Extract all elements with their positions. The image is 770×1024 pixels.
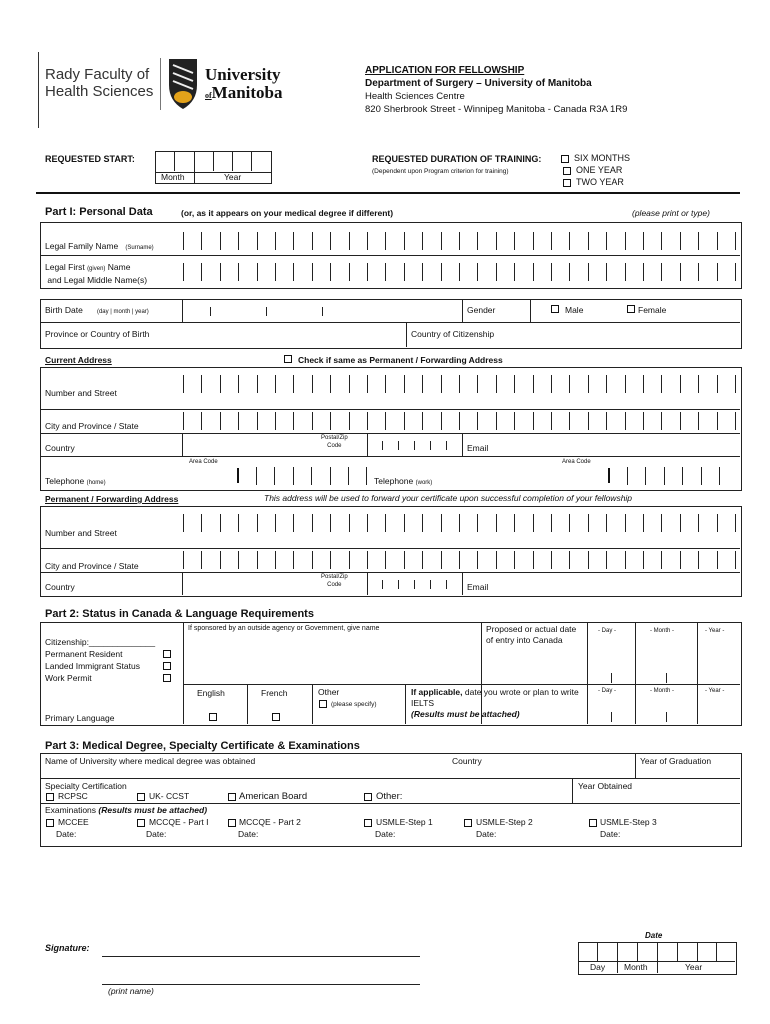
other-cert-checkbox[interactable] bbox=[364, 793, 372, 801]
letter-cell-divider bbox=[588, 551, 589, 569]
letter-cell-divider bbox=[367, 375, 368, 393]
letter-cell-divider bbox=[625, 412, 626, 430]
letter-cell-divider bbox=[588, 232, 589, 250]
logo-divider bbox=[160, 58, 161, 110]
letter-cell-divider bbox=[680, 514, 681, 532]
letter-cell-divider bbox=[698, 263, 699, 281]
requested-start-label: REQUESTED START: bbox=[45, 154, 135, 164]
female-checkbox[interactable] bbox=[627, 305, 635, 313]
letter-cell-divider bbox=[606, 412, 607, 430]
letter-cell-divider bbox=[680, 232, 681, 250]
french-checkbox[interactable] bbox=[272, 713, 280, 721]
letter-cell-divider bbox=[643, 514, 644, 532]
ielts-note: If applicable, date you wrote or plan to write IELTS (Results must be attached) bbox=[411, 687, 579, 719]
letter-cell-divider bbox=[367, 412, 368, 430]
faculty-logo-text: Rady Faculty of Health Sciences bbox=[45, 66, 154, 100]
letter-cell-divider bbox=[717, 232, 718, 250]
letter-cell-divider bbox=[459, 551, 460, 569]
letter-cell-divider bbox=[367, 514, 368, 532]
letter-cell-divider bbox=[220, 412, 221, 430]
letter-cell-divider bbox=[569, 375, 570, 393]
letter-cell-divider bbox=[682, 467, 683, 485]
letter-cell-divider bbox=[330, 263, 331, 281]
letter-cell-divider bbox=[404, 412, 405, 430]
letter-cell-divider bbox=[643, 412, 644, 430]
letter-cell-divider bbox=[533, 375, 534, 393]
letter-cell-divider bbox=[312, 263, 313, 281]
letter-cell-divider bbox=[625, 375, 626, 393]
letter-cell-divider bbox=[661, 412, 662, 430]
letter-cell-divider bbox=[293, 467, 294, 485]
section-rule bbox=[36, 192, 740, 194]
letter-cell-divider bbox=[459, 514, 460, 532]
mccee-checkbox[interactable] bbox=[46, 819, 54, 827]
other-language-checkbox[interactable] bbox=[319, 700, 327, 708]
mccqe1-checkbox[interactable] bbox=[137, 819, 145, 827]
letter-cell-divider bbox=[569, 263, 570, 281]
print-name-line[interactable] bbox=[102, 984, 420, 985]
letter-cell-divider bbox=[533, 232, 534, 250]
letter-cell-divider bbox=[569, 514, 570, 532]
letter-cell-divider bbox=[477, 551, 478, 569]
letter-cell-divider bbox=[385, 232, 386, 250]
part1-title: Part I: Personal Data bbox=[45, 206, 153, 218]
letter-cell-divider bbox=[477, 375, 478, 393]
exams-label: Examinations (Results must be attached) bbox=[45, 805, 208, 815]
letter-cell-divider bbox=[275, 375, 276, 393]
letter-cell-divider bbox=[366, 467, 367, 485]
current-address-heading: Current Address bbox=[45, 355, 112, 365]
letter-cell-divider bbox=[477, 514, 478, 532]
letter-cell-divider bbox=[422, 232, 423, 250]
header-info: APPLICATION FOR FELLOWSHIP Department of Surgery – University of Manitoba Health Sciences Centre 820 Sherbrook Street - Winnipeg Manitoba - Canada R3A 1R9 bbox=[365, 65, 628, 115]
letter-cell-divider bbox=[349, 232, 350, 250]
first-name-label: Legal First (given) Name and Legal Middle Name(s) bbox=[45, 262, 148, 285]
letter-cell-divider bbox=[275, 551, 276, 569]
letter-cell-divider bbox=[661, 263, 662, 281]
permanent-resident-checkbox[interactable] bbox=[163, 650, 171, 658]
letter-cell-divider bbox=[257, 551, 258, 569]
one-year-checkbox[interactable] bbox=[563, 167, 571, 175]
letter-cell-divider bbox=[293, 551, 294, 569]
letter-cell-divider bbox=[625, 551, 626, 569]
letter-cell-divider bbox=[220, 514, 221, 532]
letter-cell-divider bbox=[661, 551, 662, 569]
letter-cell-divider bbox=[533, 263, 534, 281]
letter-cell-divider bbox=[330, 232, 331, 250]
letter-cell-divider bbox=[238, 375, 239, 393]
letter-cell-divider bbox=[661, 514, 662, 532]
letter-cell-divider bbox=[606, 514, 607, 532]
letter-cell-divider bbox=[183, 412, 184, 430]
letter-cell-divider bbox=[701, 467, 702, 485]
letter-cell-divider bbox=[735, 375, 736, 393]
letter-cell-divider bbox=[496, 412, 497, 430]
letter-cell-divider bbox=[404, 375, 405, 393]
letter-cell-divider bbox=[680, 551, 681, 569]
letter-cell-divider bbox=[330, 467, 331, 485]
letter-cell-divider bbox=[717, 514, 718, 532]
letter-cell-divider bbox=[293, 375, 294, 393]
letter-cell-divider bbox=[330, 375, 331, 393]
letter-cell-divider bbox=[293, 412, 294, 430]
letter-cell-divider bbox=[477, 412, 478, 430]
letter-cell-divider bbox=[367, 232, 368, 250]
letter-cell-divider bbox=[404, 551, 405, 569]
letter-cell-divider bbox=[257, 514, 258, 532]
letter-cell-divider bbox=[680, 412, 681, 430]
letter-cell-divider bbox=[422, 412, 423, 430]
usmle2-checkbox[interactable] bbox=[464, 819, 472, 827]
letter-cell-divider bbox=[367, 263, 368, 281]
letter-cell-divider bbox=[201, 514, 202, 532]
letter-cell-divider bbox=[349, 412, 350, 430]
permanent-address-section bbox=[40, 506, 742, 597]
letter-cell-divider bbox=[459, 375, 460, 393]
letter-cell-divider bbox=[606, 232, 607, 250]
form-title: APPLICATION FOR FELLOWSHIP bbox=[365, 65, 525, 76]
telephone-work-label: Telephone (work) bbox=[374, 476, 433, 486]
letter-cell-divider bbox=[422, 375, 423, 393]
letter-cell-divider bbox=[551, 263, 552, 281]
letter-cell-divider bbox=[643, 263, 644, 281]
letter-cell-divider bbox=[514, 232, 515, 250]
status-list: Citizenship:______________ Permanent Resident Landed Immigrant Status Work Permit bbox=[45, 637, 156, 683]
letter-cell-divider bbox=[496, 375, 497, 393]
letter-cell-divider bbox=[551, 551, 552, 569]
letter-cell-divider bbox=[422, 514, 423, 532]
letter-cell-divider bbox=[441, 375, 442, 393]
work-permit-checkbox[interactable] bbox=[163, 674, 171, 682]
letter-cell-divider bbox=[661, 375, 662, 393]
letter-cell-divider bbox=[441, 263, 442, 281]
letter-cell-divider bbox=[735, 232, 736, 250]
letter-cell-divider bbox=[404, 232, 405, 250]
letter-cell-divider bbox=[606, 551, 607, 569]
letter-cell-divider bbox=[588, 514, 589, 532]
letter-cell-divider bbox=[496, 514, 497, 532]
letter-cell-divider bbox=[238, 551, 239, 569]
letter-cell-divider bbox=[569, 551, 570, 569]
letter-cell-divider bbox=[183, 232, 184, 250]
department: Department of Surgery – University of Manitoba bbox=[365, 78, 592, 89]
letter-cell-divider bbox=[514, 263, 515, 281]
university-logo-text: University ofManitoba bbox=[205, 65, 283, 102]
letter-cell-divider bbox=[533, 514, 534, 532]
letter-cell-divider bbox=[643, 232, 644, 250]
usmle1-checkbox[interactable] bbox=[364, 819, 372, 827]
letter-cell-divider bbox=[496, 263, 497, 281]
letter-cell-divider bbox=[569, 412, 570, 430]
letter-cell-divider bbox=[311, 467, 312, 485]
letter-cell-divider bbox=[385, 375, 386, 393]
part2-title: Part 2: Status in Canada & Language Requirements bbox=[45, 608, 314, 620]
letter-cell-divider bbox=[238, 412, 239, 430]
letter-cell-divider bbox=[238, 263, 239, 281]
letter-cell-divider bbox=[496, 232, 497, 250]
letter-cell-divider bbox=[293, 514, 294, 532]
letter-cell-divider bbox=[533, 551, 534, 569]
male-checkbox[interactable] bbox=[551, 305, 559, 313]
letter-cell-divider bbox=[404, 263, 405, 281]
letter-cell-divider bbox=[441, 412, 442, 430]
landed-immigrant-checkbox[interactable] bbox=[163, 662, 171, 670]
letter-cell-divider bbox=[201, 263, 202, 281]
university-crest-icon bbox=[165, 55, 201, 111]
letter-cell-divider bbox=[717, 375, 718, 393]
letter-cell-divider bbox=[183, 263, 184, 281]
letter-cell-divider bbox=[514, 514, 515, 532]
letter-cell-divider bbox=[441, 551, 442, 569]
letter-cell-divider bbox=[717, 263, 718, 281]
letter-cell-divider bbox=[680, 375, 681, 393]
letter-cell-divider bbox=[514, 375, 515, 393]
letter-cell-divider bbox=[220, 232, 221, 250]
rcpsc-checkbox[interactable] bbox=[46, 793, 54, 801]
letter-cell-divider bbox=[719, 467, 720, 485]
letter-cell-divider bbox=[735, 412, 736, 430]
letter-cell-divider bbox=[330, 412, 331, 430]
letter-cell-divider bbox=[275, 263, 276, 281]
letter-cell-divider bbox=[274, 467, 275, 485]
letter-cell-divider bbox=[183, 375, 184, 393]
letter-cell-divider bbox=[349, 514, 350, 532]
usmle3-checkbox[interactable] bbox=[589, 819, 597, 827]
letter-cell-divider bbox=[514, 412, 515, 430]
letter-cell-divider bbox=[312, 375, 313, 393]
letter-cell-divider bbox=[698, 412, 699, 430]
letter-cell-divider bbox=[441, 232, 442, 250]
letter-cell-divider bbox=[625, 232, 626, 250]
letter-cell-divider bbox=[220, 263, 221, 281]
letter-cell-divider bbox=[422, 551, 423, 569]
letter-cell-divider bbox=[348, 467, 349, 485]
letter-cell-divider bbox=[312, 412, 313, 430]
letter-cell-divider bbox=[664, 467, 665, 485]
letter-cell-divider bbox=[459, 263, 460, 281]
letter-cell-divider bbox=[606, 263, 607, 281]
letter-cell-divider bbox=[312, 551, 313, 569]
letter-cell-divider bbox=[477, 263, 478, 281]
letter-cell-divider bbox=[349, 263, 350, 281]
letter-cell-divider bbox=[606, 375, 607, 393]
letter-cell-divider bbox=[533, 412, 534, 430]
letter-cell-divider bbox=[717, 551, 718, 569]
letter-cell-divider bbox=[220, 551, 221, 569]
letter-cell-divider bbox=[459, 412, 460, 430]
letter-cell-divider bbox=[514, 551, 515, 569]
letter-cell-divider bbox=[183, 551, 184, 569]
letter-cell-divider bbox=[698, 551, 699, 569]
letter-cell-divider bbox=[385, 263, 386, 281]
letter-cell-divider bbox=[220, 375, 221, 393]
letter-cell-divider bbox=[551, 375, 552, 393]
duration-label: REQUESTED DURATION OF TRAINING: bbox=[372, 154, 542, 164]
letter-cell-divider bbox=[385, 412, 386, 430]
letter-cell-divider bbox=[627, 467, 628, 485]
mccqe2-checkbox[interactable] bbox=[228, 819, 236, 827]
birth-date-label: Birth Date (day | month | year) bbox=[45, 305, 149, 315]
signature-line[interactable] bbox=[102, 956, 420, 957]
letter-cell-divider bbox=[422, 263, 423, 281]
letter-cell-divider bbox=[238, 514, 239, 532]
letter-cell-divider bbox=[680, 263, 681, 281]
letter-cell-divider bbox=[275, 412, 276, 430]
letter-cell-divider bbox=[201, 375, 202, 393]
letter-cell-divider bbox=[551, 514, 552, 532]
letter-cell-divider bbox=[257, 412, 258, 430]
letter-cell-divider bbox=[645, 467, 646, 485]
uk-ccst-checkbox[interactable] bbox=[137, 793, 145, 801]
letter-cell-divider bbox=[441, 514, 442, 532]
letter-cell-divider bbox=[385, 551, 386, 569]
letter-cell-divider bbox=[643, 375, 644, 393]
letter-cell-divider bbox=[367, 551, 368, 569]
letter-cell-divider bbox=[698, 375, 699, 393]
letter-cell-divider bbox=[201, 232, 202, 250]
letter-cell-divider bbox=[698, 514, 699, 532]
letter-cell-divider bbox=[625, 263, 626, 281]
same-as-permanent-checkbox[interactable] bbox=[284, 355, 292, 363]
letter-cell-divider bbox=[257, 263, 258, 281]
letter-cell-divider bbox=[717, 412, 718, 430]
letter-cell-divider bbox=[698, 232, 699, 250]
letter-cell-divider bbox=[330, 551, 331, 569]
header-rule bbox=[38, 52, 39, 128]
letter-cell-divider bbox=[312, 514, 313, 532]
part3-title: Part 3: Medical Degree, Specialty Certificate & Examinations bbox=[45, 740, 360, 752]
letter-cell-divider bbox=[625, 514, 626, 532]
current-address-section bbox=[40, 367, 742, 491]
letter-cell-divider bbox=[385, 514, 386, 532]
letter-cell-divider bbox=[201, 551, 202, 569]
letter-cell-divider bbox=[275, 232, 276, 250]
letter-cell-divider bbox=[735, 514, 736, 532]
letter-cell-divider bbox=[256, 467, 257, 485]
permanent-address-heading: Permanent / Forwarding Address bbox=[45, 494, 179, 504]
telephone-home-label: Telephone (home) bbox=[45, 476, 106, 486]
letter-cell-divider bbox=[735, 263, 736, 281]
letter-cell-divider bbox=[330, 514, 331, 532]
letter-cell-divider bbox=[201, 412, 202, 430]
letter-cell-divider bbox=[349, 551, 350, 569]
letter-cell-divider bbox=[293, 263, 294, 281]
letter-cell-divider bbox=[257, 375, 258, 393]
letter-cell-divider bbox=[661, 232, 662, 250]
american-board-checkbox[interactable] bbox=[228, 793, 236, 801]
letter-cell-divider bbox=[496, 551, 497, 569]
letter-cell-divider bbox=[183, 514, 184, 532]
letter-cell-divider bbox=[643, 551, 644, 569]
letter-cell-divider bbox=[404, 514, 405, 532]
english-checkbox[interactable] bbox=[209, 713, 217, 721]
letter-cell-divider bbox=[551, 232, 552, 250]
letter-cell-divider bbox=[551, 412, 552, 430]
letter-cell-divider bbox=[459, 232, 460, 250]
letter-cell-divider bbox=[312, 232, 313, 250]
letter-cell-divider bbox=[257, 232, 258, 250]
letter-cell-divider bbox=[238, 232, 239, 250]
two-year-checkbox[interactable] bbox=[563, 179, 571, 187]
six-months-checkbox[interactable] bbox=[561, 155, 569, 163]
letter-cell-divider bbox=[569, 232, 570, 250]
letter-cell-divider bbox=[588, 375, 589, 393]
letter-cell-divider bbox=[293, 232, 294, 250]
signature-label: Signature: bbox=[45, 943, 90, 953]
letter-cell-divider bbox=[735, 551, 736, 569]
family-name-label: Legal Family Name (Surname) bbox=[45, 241, 154, 251]
letter-cell-divider bbox=[477, 232, 478, 250]
letter-cell-divider bbox=[588, 263, 589, 281]
letter-cell-divider bbox=[588, 412, 589, 430]
letter-cell-divider bbox=[275, 514, 276, 532]
letter-cell-divider bbox=[349, 375, 350, 393]
